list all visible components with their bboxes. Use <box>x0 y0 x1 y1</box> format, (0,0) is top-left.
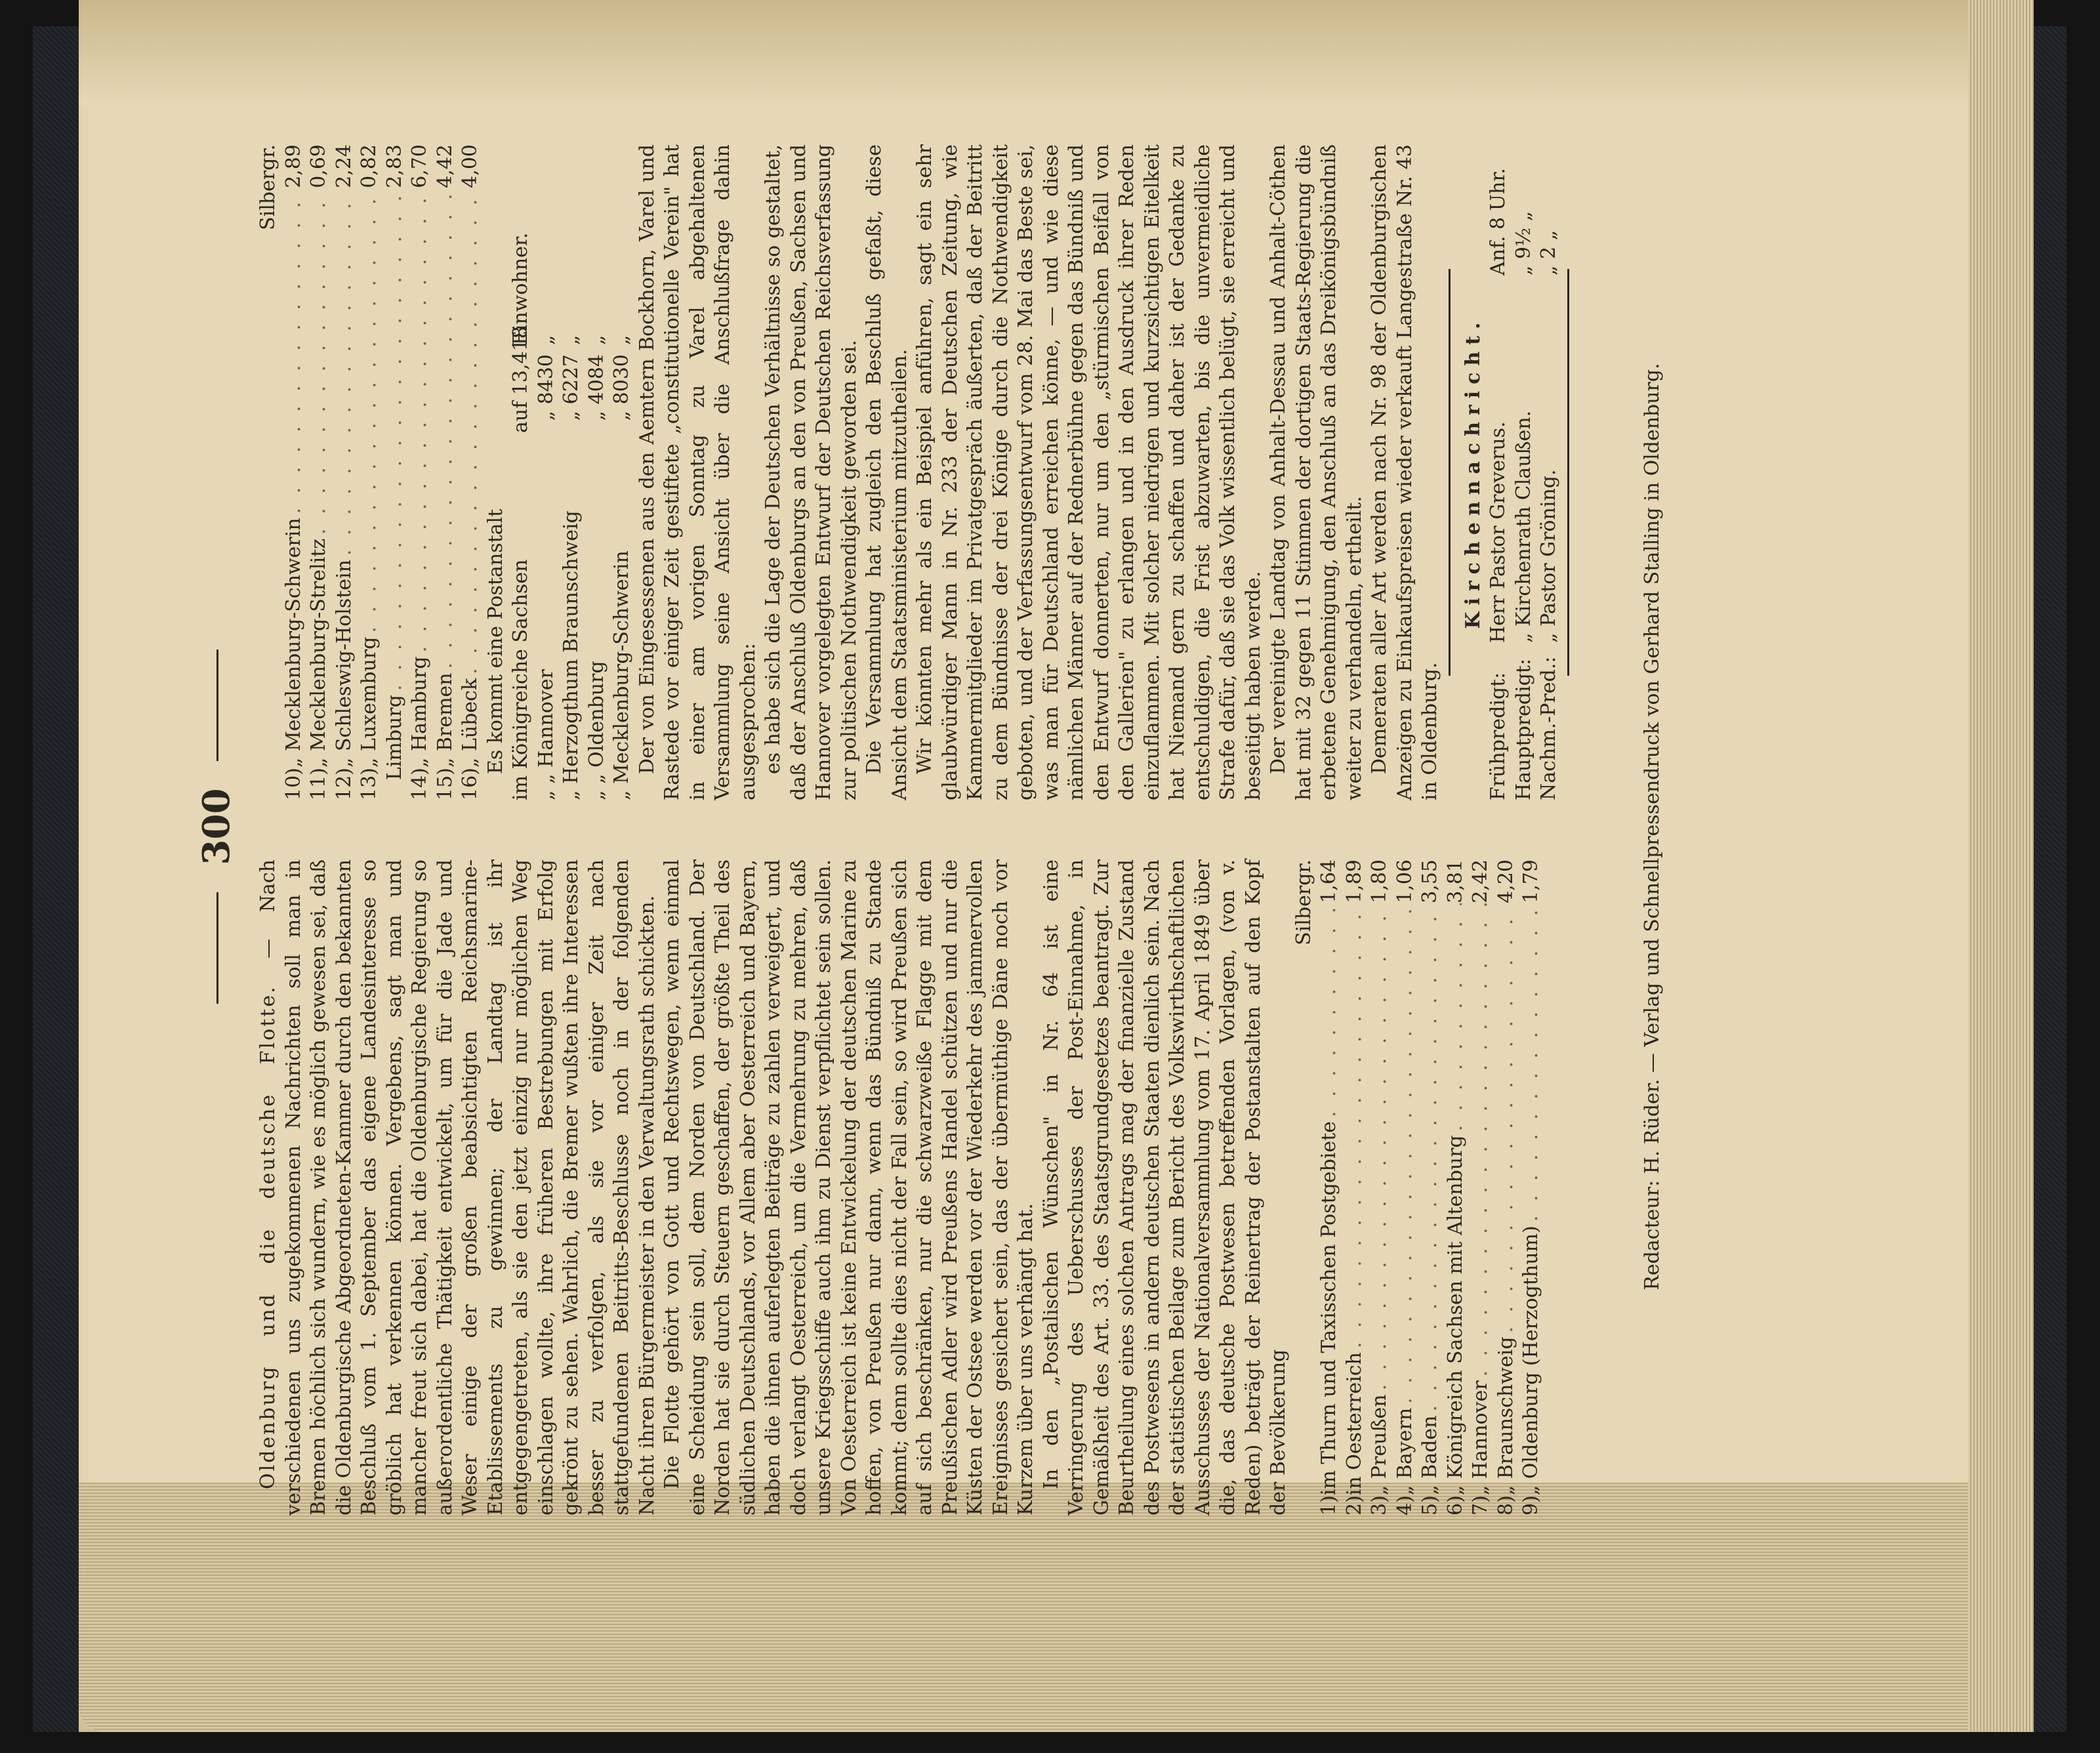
post-office-table <box>508 144 635 800</box>
table-row <box>1418 859 1443 1516</box>
post-office-unit: „ <box>610 335 633 345</box>
service-time: Anf. 8 Uhr. <box>1487 168 1510 276</box>
row-value: 3,81 <box>1443 859 1467 903</box>
preacher-name: „ Pastor Gröning. <box>1537 469 1560 643</box>
row-value: 0,69 <box>307 144 330 188</box>
preacher-name: „ Kirchenrath Claußen. <box>1512 410 1535 643</box>
row-value: 0,82 <box>358 144 381 188</box>
row-label: Limburg <box>382 695 406 781</box>
post-office-unit: „ <box>534 335 558 345</box>
leader-dots <box>1519 903 1544 1226</box>
row-number: 3) <box>1368 1495 1391 1516</box>
table-row <box>306 144 332 800</box>
table-header-silbergr-right: Silbergr. <box>257 144 279 230</box>
row-number: 16) <box>459 768 482 800</box>
row-value: 4,42 <box>433 144 457 188</box>
post-office-row <box>559 144 585 800</box>
article-flotte <box>256 859 660 1516</box>
row-label: „ Bayern <box>1393 1407 1416 1496</box>
verein-paragraph: Der von Eingesessenen aus den Aemtern Bockhorn, Varel und Rastede vor einiger Zeit gestiftete „constitutionelle Verein" hat in einer am vorigen Sonntag zu Varel abgehaltenen Versammlung seine Ansicht über die Anschlußfrage dahin ausgesprochen: <box>635 144 760 800</box>
row-number: 6) <box>1443 1495 1467 1516</box>
table-row <box>1393 859 1418 1516</box>
post-office-count: „ 4084 <box>585 354 608 421</box>
preacher-name: Herr Pastor Greverus. <box>1487 421 1510 643</box>
row-label: „ Oldenburg (Herzogthum) <box>1519 1226 1542 1496</box>
table-row <box>1494 859 1519 1516</box>
leader-dots <box>1393 903 1418 1408</box>
leader-dots <box>281 188 307 518</box>
article-flotte-body-2: Die Flotte gehört von Gott und Rechtswegen, wenn einmal eine Scheidung sein soll, dem Norden von Deutschland. Der Norden hat sie durch Steuern geschaffen, der größte Theil des südlichen Deutschlands, vor Allem aber Oesterreich und Bayern, haben die ihnen auferlegten Beiträge zu zahlen verweigert, und doch verlangt Oesterreich, um die Vermehrung zu mehren, daß unsere Kriegsschiffe auch ihm zu Dienst verpflichtet sein sollen. Von Oesterreich ist keine Entwickelung der deutschen Marine zu hoffen, von Preußen nur dann, wenn das Bündniß zu Stande kommt; denn sollte dies nicht der Fall sein, so wird Preußen sich auf sich beschränken, nur die schwarzweiße Flagge mit dem Preußischen Adler wird Preußens Handel schützen und nur die Küsten der Ostsee werden vor der Wiederkehr des jammervollen Ereignisses gesichert sein, das der übermüthige Däne noch vor Kurzem über uns verhängt hat. <box>661 859 1037 1516</box>
post-office-region: im Königreiche Sachsen <box>509 559 532 800</box>
advertisement-paragraph: Demeraten aller Art werden nach Nr. 98 der Oldenburgischen Anzeigen zu Einkaufspreisen wieder verkauft Langestraße Nr. 43 in Oldenburg. <box>1368 144 1441 800</box>
row-number: 12) <box>332 768 356 800</box>
row-value: 4,20 <box>1494 859 1517 903</box>
leader-dots <box>1367 903 1393 1395</box>
row-number: 10) <box>281 768 305 800</box>
row-label: in Oesterreich <box>1342 1352 1366 1496</box>
table-row <box>1342 859 1368 1516</box>
row-value: 2,42 <box>1469 859 1492 903</box>
leader-dots <box>407 188 433 657</box>
row-label: „ Baden <box>1418 1415 1441 1495</box>
imprint-footer: Redacteur: H. Rüder. — Verlag und Schnellpressendruck von Gerhard Stalling in Oldenburg. <box>1641 363 1664 1290</box>
leader-dots <box>357 188 382 637</box>
post-office-count: auf 13,418 <box>509 326 532 433</box>
post-office-unit: Einwohner. <box>509 232 532 345</box>
leader-dots <box>306 188 332 539</box>
leader-dots <box>1443 903 1469 1136</box>
leader-dots <box>332 188 358 560</box>
table-row <box>407 144 433 800</box>
section-rule <box>1449 269 1451 676</box>
row-number: 7) <box>1469 1495 1492 1516</box>
page-gutter-shadow <box>79 0 2021 105</box>
post-revenue-table-right <box>281 144 484 800</box>
row-value: 2,24 <box>332 144 356 188</box>
row-number: 13) <box>358 768 381 800</box>
row-value: 6,70 <box>408 144 431 188</box>
post-office-count: „ 8430 <box>534 354 558 421</box>
verein-resolution: es habe sich die Lage der Deutschen Verhältnisse so gestaltet, daß der Anschluß Oldenburgs an den von Preußen, Sachsen und Hannover vorgelegten Entwurf der Deutschen Reichsverfassung zur politischen Nothwendigkeit geworden sei. <box>762 144 861 800</box>
table-row <box>357 144 382 800</box>
post-office-unit: „ <box>585 335 608 345</box>
right-column <box>256 144 1575 800</box>
row-number: 4) <box>1393 1495 1416 1516</box>
row-label: „ Hamburg <box>408 656 431 768</box>
table-row <box>1367 859 1393 1516</box>
row-number: 11) <box>307 768 330 800</box>
post-office-region: „ Mecklenburg-Schwerin <box>610 550 633 800</box>
anhalt-paragraph: Der vereinigte Landtag von Anhalt-Dessau und Anhalt-Cöthen hat mit 32 gegen 11 Stimmen der dortigen Staats-Regierung die erbetene Genehmigung, den Anschluß an das Dreikönigsbündniß weiter zu verhandeln, ertheilt. <box>1267 144 1366 800</box>
post-office-intro: Es kommt eine Postanstalt <box>484 508 507 774</box>
service-time: „ 2 „ <box>1537 230 1560 276</box>
church-row <box>1512 144 1537 800</box>
post-office-row <box>534 144 560 800</box>
section-rule-bottom <box>1567 269 1569 676</box>
service-name: Hauptpredigt: <box>1512 658 1535 800</box>
table-row <box>458 144 484 800</box>
row-value: 3,55 <box>1418 859 1441 903</box>
row-label: „ Mecklenburg-Schwerin <box>281 518 305 768</box>
row-number: 2) <box>1342 1495 1366 1516</box>
row-number: 5) <box>1418 1495 1441 1516</box>
church-row <box>1536 144 1562 800</box>
table-header-silbergr: Silbergr. <box>1292 859 1315 945</box>
page-number: 300 <box>195 788 238 865</box>
post-office-row <box>585 144 610 800</box>
post-revenue-table-left <box>1317 859 1544 1516</box>
church-row <box>1486 144 1512 800</box>
row-label: „ Braunschweig <box>1494 1336 1517 1496</box>
rotated-printed-page <box>197 138 1784 1516</box>
article-flotte-body: — Nach verschiedenen uns zugekommenen Nachrichten soll man in Bremen höchlich sich wundern, wie es möglich gewesen sei, daß die Oldenburgische Abgeordneten-Kammer durch den bekannten Beschluß vom 1. September das eigene Landesinteresse so gröblich hat verkennen können. Vergebens, sagt man und mancher freut sich dabei, hat die Oldenburgische Regierung so außerordentliche Thätigkeit entwickelt, um für die Jade und Weser einige der großen beabsichtigten Reichsmarine-Etablissements zu gewinnen; der Landtag ist ihr entgegengetreten, als sie den jetzt einzig nur möglichen Weg einschlagen wollte, ihre früheren Bestrebungen mit Erfolg gekrönt zu sehen. Wahrlich, die Bremer wußten ihre Interessen besser zu verfolgen, als sie vor einiger Zeit nach stattgefundenen Beitritts-Beschlusse noch in der folgenden Nacht ihren Bürgermeister in den Verwaltungsrath schickten. <box>257 859 659 1516</box>
table-row <box>1468 859 1494 1516</box>
post-office-region: „ Herzogthum Braunschweig <box>560 510 583 800</box>
table-row <box>1519 859 1544 1516</box>
post-office-count: „ 8030 <box>610 354 633 421</box>
row-label: „ Luxemburg <box>358 636 381 768</box>
table-row <box>1317 859 1342 1516</box>
row-label: „ Bremen <box>433 672 457 768</box>
service-name: Frühpredigt: <box>1487 672 1510 800</box>
row-value: 4,00 <box>459 144 482 188</box>
table-row <box>281 144 307 800</box>
zeitung-paragraph: Wir könnten mehr als ein Beispiel anführen, sagt ein sehr glaubwürdiger Mann in Nr. 233 der Deutschen Zeitung, wie Kammermitglieder im Privatgespräch äußerten, daß der Beitritt zu dem Bündnisse der drei Könige durch die Nothwendigkeit geboten, und der Verfassungsentwurf vom 28. Mai das Beste sei, was man für Deutschland erreichen könne, — und wie diese nämlichen Männer auf der Rednerbühne gegen das Bündniß und den Entwurf donnerten, nur um den „stürmischen Beifall von den Gallerien" zu erlangen und in den Ausdruck ihrer Reden einzuflammen. Mit solcher niedrigen und kurzsichtigen Eitelkeit hat Niemand gern zu schaffen und daher ist der Gedanke zu entschuldigen, die Frist abzuwarten, bis die unvermeidliche Strafe dafür, daß sie das Volk wissentlich belügt, sie erreicht und beseitigt haben werde. <box>913 144 1265 800</box>
row-value: 1,64 <box>1317 859 1340 903</box>
post-office-row <box>609 144 635 800</box>
leader-dots <box>458 188 484 678</box>
leader-dots <box>1418 903 1443 1416</box>
table-row <box>1443 859 1469 1516</box>
row-label: „ Lübeck <box>459 678 482 768</box>
row-number: 9) <box>1519 1495 1542 1516</box>
row-label: im Thurn und Taxisschen Postgebiete <box>1317 1121 1340 1496</box>
church-schedule <box>1486 144 1562 800</box>
left-column <box>256 859 1544 1516</box>
leader-dots <box>1468 903 1494 1381</box>
row-value: 1,89 <box>1342 859 1366 903</box>
post-office-region: „ „ Hannover <box>534 669 558 800</box>
leader-dots <box>1317 903 1342 1121</box>
row-value: 1,06 <box>1393 859 1416 903</box>
row-value: 1,80 <box>1368 859 1391 903</box>
row-value: 1,79 <box>1519 859 1542 903</box>
leader-dots <box>382 188 408 695</box>
header-rule-right <box>216 650 218 761</box>
row-number: 8) <box>1494 1495 1517 1516</box>
service-time: „ 9½ „ <box>1512 211 1535 276</box>
row-label: „ Königreich Sachsen mit Altenburg <box>1443 1135 1467 1496</box>
article-post-body: In den „Postalischen Wünschen" in Nr. 64 ist eine Verringerung des Ueberschusses der Post-Einnahme, in Gemäßheit des Art. 33. des Staatsgrundgesetzes beantragt. Zur Beurtheilung eines solchen Antrags mag der finanzielle Zustand des Postwesens in andern deutschen Staaten dienlich sein. Nach der statistischen Beilage zum Bericht des Volkswirthschaftlichen Ausschusses der Nationalversammlung vom 17. April 1849 über die, das deutsche Postwesen betreffenden Vorlagen, (von v. Reden) beträgt der Reinertrag der Postanstalten auf den Kopf der Bevölkerung <box>1039 859 1290 1516</box>
header-rule-left <box>216 892 218 1004</box>
post-office-row <box>508 144 534 800</box>
post-office-unit: „ <box>560 335 583 345</box>
row-label: „ Mecklenburg-Strelitz <box>307 538 330 768</box>
post-office-region: „ „ Oldenburg <box>585 661 608 800</box>
row-number: 1) <box>1317 1495 1340 1516</box>
service-name: Nachm.-Pred.: <box>1537 656 1560 800</box>
row-value: 2,83 <box>382 144 406 188</box>
table-row <box>332 144 358 800</box>
row-label: „ Hannover <box>1469 1380 1492 1496</box>
table-row <box>382 144 408 800</box>
post-office-count: „ 6227 <box>560 354 583 421</box>
verein-decision: Die Versammlung hat zugleich den Beschluß gefaßt, diese Ansicht dem Staatsministerium mitzutheilen. <box>863 144 911 800</box>
page-stack-edge-right <box>1968 0 2034 1732</box>
leader-dots <box>1342 903 1368 1352</box>
church-news-title: Kirchennachricht. <box>1461 316 1485 629</box>
leader-dots <box>433 188 459 673</box>
row-label: „ Schleswig-Holstein <box>332 560 356 768</box>
page-stack-edge-bottom <box>79 1483 2034 1732</box>
table-row <box>433 144 459 800</box>
article-flotte-title: Oldenburg und die deutsche Flotte. <box>257 985 279 1489</box>
row-value: 2,89 <box>281 144 305 188</box>
row-label: „ Preußen <box>1368 1394 1391 1496</box>
row-number: 14) <box>408 768 431 800</box>
row-number: 15) <box>433 768 457 800</box>
leader-dots <box>1494 903 1519 1337</box>
